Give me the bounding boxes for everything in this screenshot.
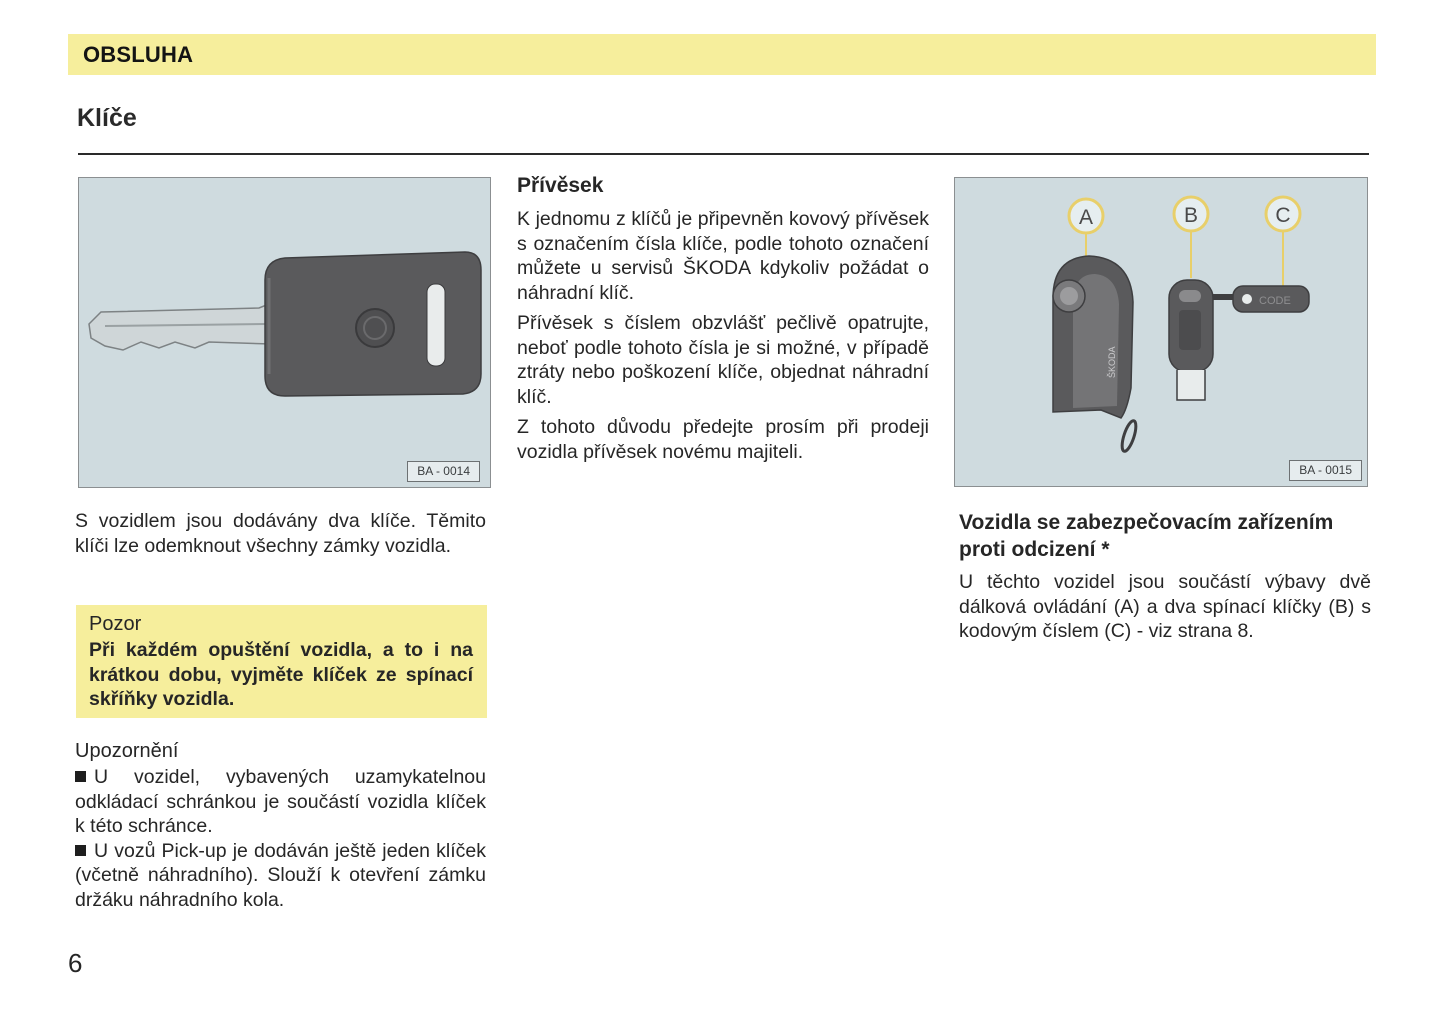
pendant-text [517, 207, 929, 464]
warning-text: Při každém opuštění vozidla, a to i na krátkou dobu, vyjměte klíček ze spínací skříňky vozidla. [89, 639, 473, 710]
notice-item: U vozů Pick-up je dodáván ještě jeden klíček (včetně náhradního). Slouží k otevření zámku držáku náhradního kola. [75, 839, 486, 911]
bullet-square-icon [75, 771, 86, 782]
title-divider [78, 153, 1369, 155]
label-b: B [1183, 204, 1199, 227]
warning-box [76, 605, 487, 718]
pendant-paragraph: Z tohoto důvodu předejte prosím při prodeji vozidla přívěsek novému majiteli. [517, 416, 929, 463]
bullet-square-icon [75, 845, 86, 856]
intro-text: S vozidlem jsou dodávány dva klíče. Těmito klíči lze odemknout všechny zámky vozidla. [75, 510, 486, 557]
figure-code-left: BA - 0014 [407, 461, 480, 482]
anti-theft-title: Vozidla se zabezpečovacím zařízením proti odcizení * [959, 511, 1334, 561]
section-header-title: OBSLUHA [83, 42, 194, 67]
skoda-logo-icon [356, 309, 394, 347]
key-drawing [79, 178, 490, 487]
label-a: A [1078, 206, 1094, 229]
warning-title: Pozor [89, 613, 142, 635]
pendant-paragraph: Přívěsek s číslem obzvlášť pečlivě opatrujte, neboť podle tohoto čísla je si možné, v případě ztráty nebo poškození klíče, objednat náhradní klíč. [517, 312, 929, 408]
remote-brand-text: ŠKODA [1107, 346, 1117, 378]
section-header-bar [68, 34, 1376, 75]
anti-theft-text [959, 570, 1371, 644]
pendant-title: Přívěsek [517, 174, 604, 197]
pendant-paragraph: K jednomu z klíčů je připevněn kovový přívěsek s označením čísla klíče, podle tohoto označení můžete u servisů ŠKODA kdykoliv požádat o náhradní klíč. [517, 208, 929, 304]
notice-item: U vozidel, vybavených uzamykatelnou odkládací schránkou je součástí vozidla klíček k této schránce. [75, 766, 486, 837]
label-c: C [1275, 204, 1291, 227]
page-title: Klíče [77, 104, 137, 132]
remote-key-illustration [954, 177, 1368, 487]
remote-ring [1119, 419, 1138, 453]
notice-list [75, 765, 486, 912]
code-tag-text: CODE [1259, 295, 1291, 307]
anti-theft-paragraph: U těchto vozidel jsou součástí výbavy dvě dálková ovládání (A) a dva spínací klíčky (B) s kodovým číslem (C) - viz strana 8. [959, 571, 1371, 642]
notice-title: Upozornění [75, 740, 179, 762]
intro-paragraph [75, 509, 486, 558]
figure-code-right: BA - 0015 [1289, 460, 1362, 481]
ignition-key-blade [1177, 370, 1205, 400]
key-blade [89, 304, 271, 350]
key-slot [427, 284, 445, 366]
remote-key-drawing [955, 178, 1367, 486]
key-illustration [78, 177, 491, 488]
page-number: 6 [68, 948, 83, 978]
